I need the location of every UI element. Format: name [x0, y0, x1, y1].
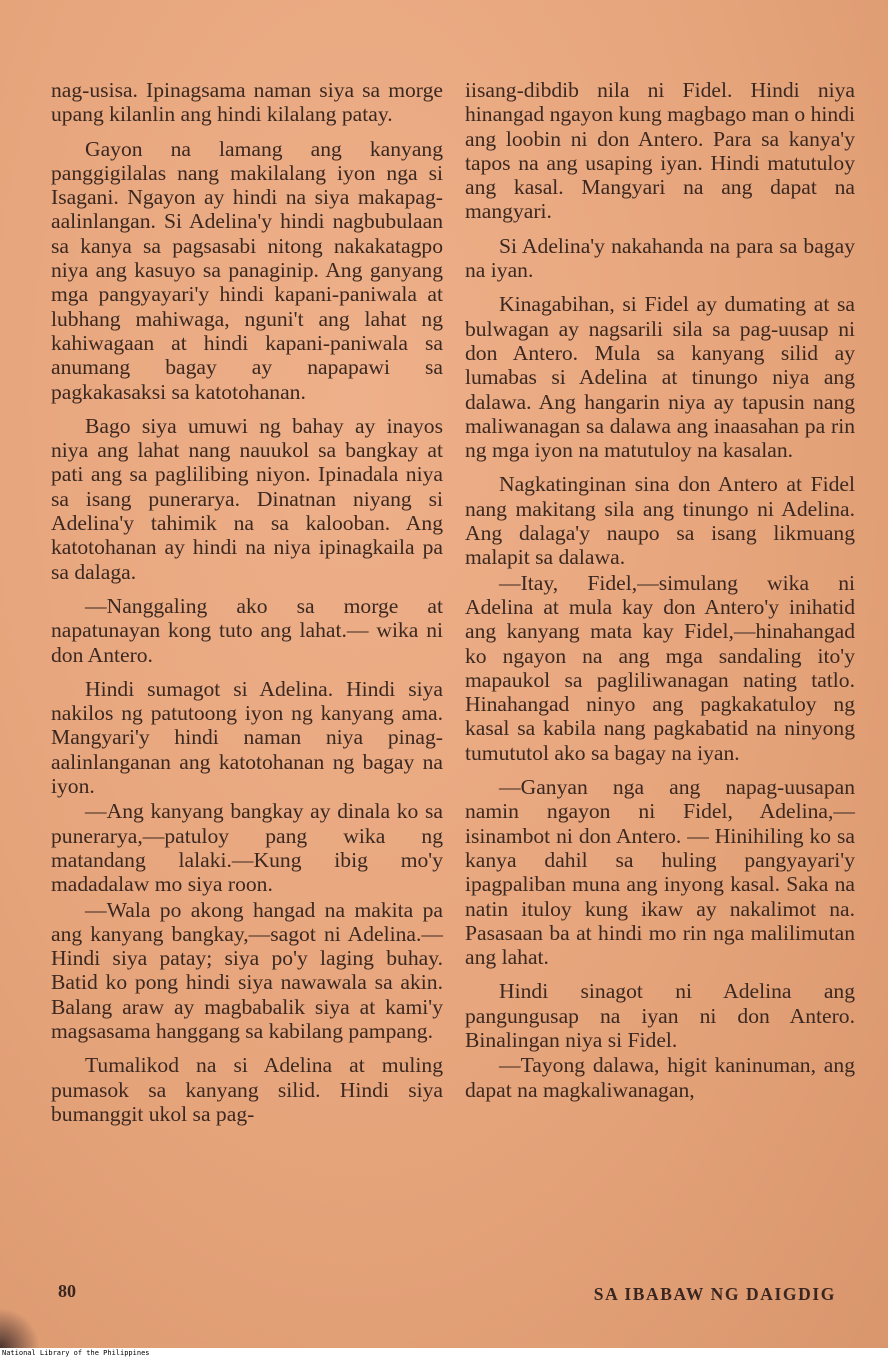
paragraph: Si Adelina'y nakahanda na para sa bagay na iyan. — [465, 233, 855, 283]
paragraph: —Ganyan nga ang napag-uusapan namin ngayon ni Fidel, Adelina,— isinambot ni don Antero. — Hinihiling ko sa kanya dahil sa huling pangyayari'y ipagpaliban muna ang inyong kasal. Saka na natin ituloy kung ikaw ay nakalimot na. Pasasaan ba at hindi mo rin nga malilimutan ang lahat. — [465, 775, 855, 970]
paragraph: Kinagabihan, si Fidel ay dumating at sa bulwagan ay nagsarili sila sa pag-uusap ni don Antero. Mula sa kanyang silid ay lumabas si Adelina at tinungo niya ang dalawa. Ang hangarin niya ay tapusin nang maliwanagan sa dalawa ang inaasahan pa rin ng mga iyon na matutuloy na kasalan. — [465, 292, 855, 463]
paragraph: Hindi sumagot si Adelina. Hindi siya nakilos ng patutoong iyon ng kanyang ama. Mangyari'y hindi naman niya pinag-aalinlanganan ang katotohanan ng bagay na iyon. — [51, 676, 443, 799]
left-column — [51, 78, 443, 1136]
page-number: 80 — [58, 1281, 76, 1301]
paragraph: Hindi sinagot ni Adelina ang pangungusap na iyan ni don Antero. Binalingan niya si Fidel. — [465, 979, 855, 1052]
paragraph: —Tayong dalawa, higit kaninuman, ang dapat na magkaliwanagan, — [465, 1053, 855, 1102]
paragraph: Bago siya umuwi ng bahay ay inayos niya ang lahat nang nauukol sa bangkay at pati ang sa paglilibing niyon. Ipinadala niya sa isang punerarya. Dinatnan niyang si Adelina'y tahimik na sa kalooban. Ang katotohanan ay hindi na niya ipinagkaila pa sa dalaga. — [51, 413, 443, 584]
scan-credit: National Library of the Philippines — [0, 1348, 888, 1358]
paragraph: Tumalikod na si Adelina at muling pumasok sa kanyang silid. Hindi siya bumanggit ukol sa pag- — [51, 1053, 443, 1126]
right-column — [465, 78, 855, 1112]
running-footer-title: SA IBABAW NG DAIGDIG — [593, 1284, 836, 1304]
paragraph: nag-usisa. Ipinagsama naman siya sa morge upang kilanlin ang hindi kilalang patay. — [51, 78, 443, 127]
paragraph: —Wala po akong hangad na makita pa ang kanyang bangkay,—sagot ni Adelina.—Hindi siya patay; siya po'y laging buhay. Batid ko pong hindi siya nawawala sa akin. Balang araw ay magbabalik siya at kami'y magsasama hanggang sa kabilang pampang. — [51, 897, 443, 1043]
scan-corner-shadow — [0, 1308, 40, 1348]
paragraph: —Itay, Fidel,—simulang wika ni Adelina at mula kay don Antero'y inihatid ang kanyang mata kay Fidel,—hinahangad ko ngayon na ang mga sandaling ito'y mapaukol sa pagliliwanagan nating tatlo. Hinahangad ninyo ang pagkakatuloy ng kasal sa kabila nang pagkabatid na ninyong tumututol ako sa bagay na iyan. — [465, 570, 855, 765]
paragraph: Gayon na lamang ang kanyang panggigilalas nang makilalang iyon nga si Isagani. Ngayon ay hindi na siya makapag-aalinlangan. Si Adelina'y hindi nagbubulaan sa kanya sa pagsasabi nitong nakakatagpo niya ang kasuyo sa panaginip. Ang ganyang mga pangyayari'y hindi kapani-paniwala at lubhang mahiwaga, nguni't ang lahat ng kahiwagaan at hindi kapani-paniwala sa anumang bagay ay napapawi sa pagkakasaksi sa katotohanan. — [51, 136, 443, 404]
paragraph: iisang-dibdib nila ni Fidel. Hindi niya hinangad ngayon kung magbago man o hindi ang loobin ni don Antero. Para sa kanya'y tapos na ang usaping iyan. Hindi matutuloy ang kasal. Mangyari na ang dapat na mangyari. — [465, 78, 855, 224]
paragraph: —Nanggaling ako sa morge at napatunayan kong tuto ang lahat.— wika ni don Antero. — [51, 593, 443, 667]
paragraph: —Ang kanyang bangkay ay dinala ko sa punerarya,—patuloy pang wika ng matandang lalaki.—Kung ibig mo'y madadalaw mo siya roon. — [51, 799, 443, 897]
paragraph: Nagkatinginan sina don Antero at Fidel nang makitang sila ang tinungo ni Adelina. Ang dalaga'y naupo sa isang likmuang malapit sa dalawa. — [465, 472, 855, 570]
